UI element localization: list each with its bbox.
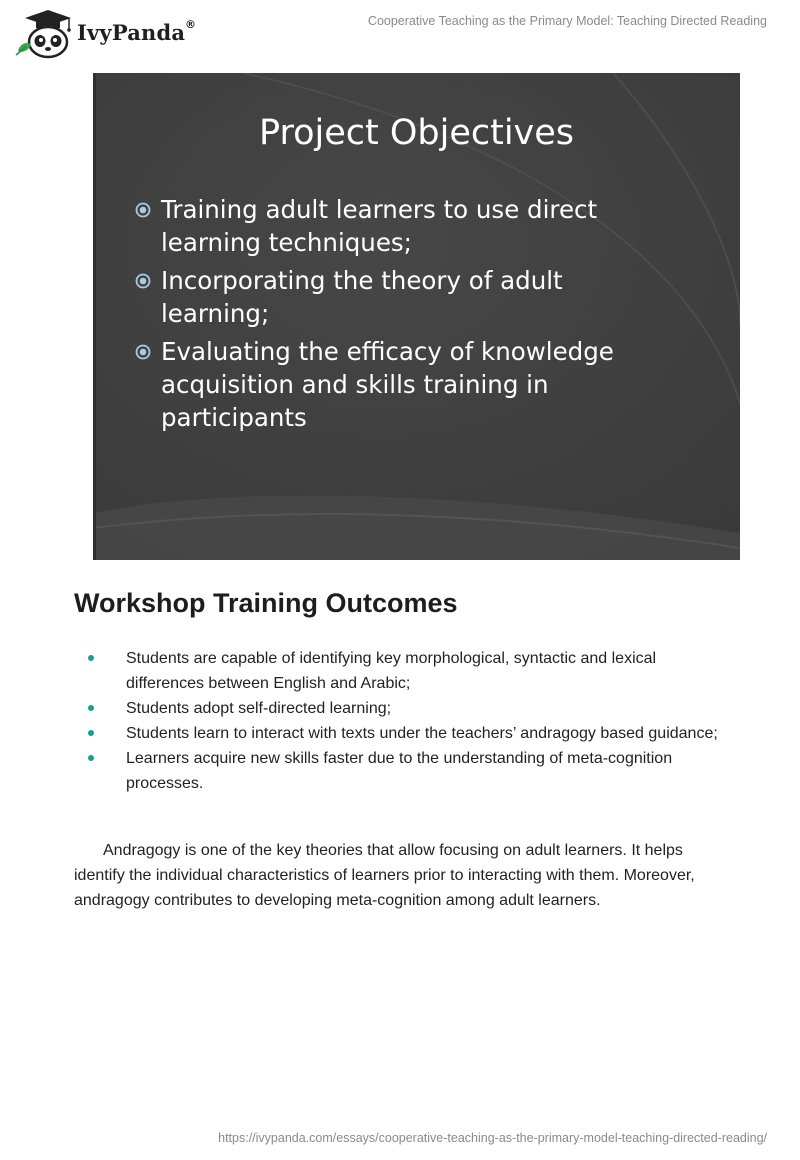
outcome-item [74,696,734,721]
outcome-text: Students are capable of identifying key morphological, syntactic and lexical differences between English and Arabic; [126,650,657,692]
outcome-item [74,646,734,696]
brand-logo[interactable] [14,9,204,59]
brand-name: IvyPanda [77,20,186,45]
bullet-dot-icon [88,705,94,711]
outcome-item [74,746,734,796]
outcome-item [74,721,734,746]
objective-text: Evaluating the efficacy of knowledge acquisition and skills training in participants [161,337,614,432]
body-paragraph: Andragogy is one of the key theories that allow focusing on adult learners. It helps identify the individual characteristics of learners prior to interacting with them. Moreover, andragogy contributes to developing meta-cognition among adult learners. [74,842,695,909]
circle-bullet-icon [135,202,151,218]
bullet-dot-icon [88,755,94,761]
outcome-text: Students adopt self-directed learning; [126,700,392,717]
slide-title: Project Objectives [258,113,575,153]
circle-bullet-icon [135,344,151,360]
objective-text: Training adult learners to use direct learning techniques; [161,195,598,257]
outcome-text: Learners acquire new skills faster due to the understanding of meta-cognition processes. [126,750,673,792]
registered-mark: ® [185,18,196,31]
objective-text: Incorporating the theory of adult learning; [161,266,563,328]
bullet-dot-icon [88,655,94,661]
bullet-dot-icon [88,730,94,736]
slide-image [93,73,740,560]
outcomes-list [74,646,734,796]
panda-mascot-icon [14,9,74,59]
source-url-link[interactable]: https://ivypanda.com/essays/cooperative-teaching-as-the-primary-model-teaching-directed-reading/ [218,1131,767,1145]
section-heading: Workshop Training Outcomes [74,588,458,618]
circle-bullet-icon [135,273,151,289]
document-title: Cooperative Teaching as the Primary Model: Teaching Directed Reading [367,14,767,28]
outcome-text: Students learn to interact with texts under the teachers’ andragogy based guidance; [126,725,718,742]
